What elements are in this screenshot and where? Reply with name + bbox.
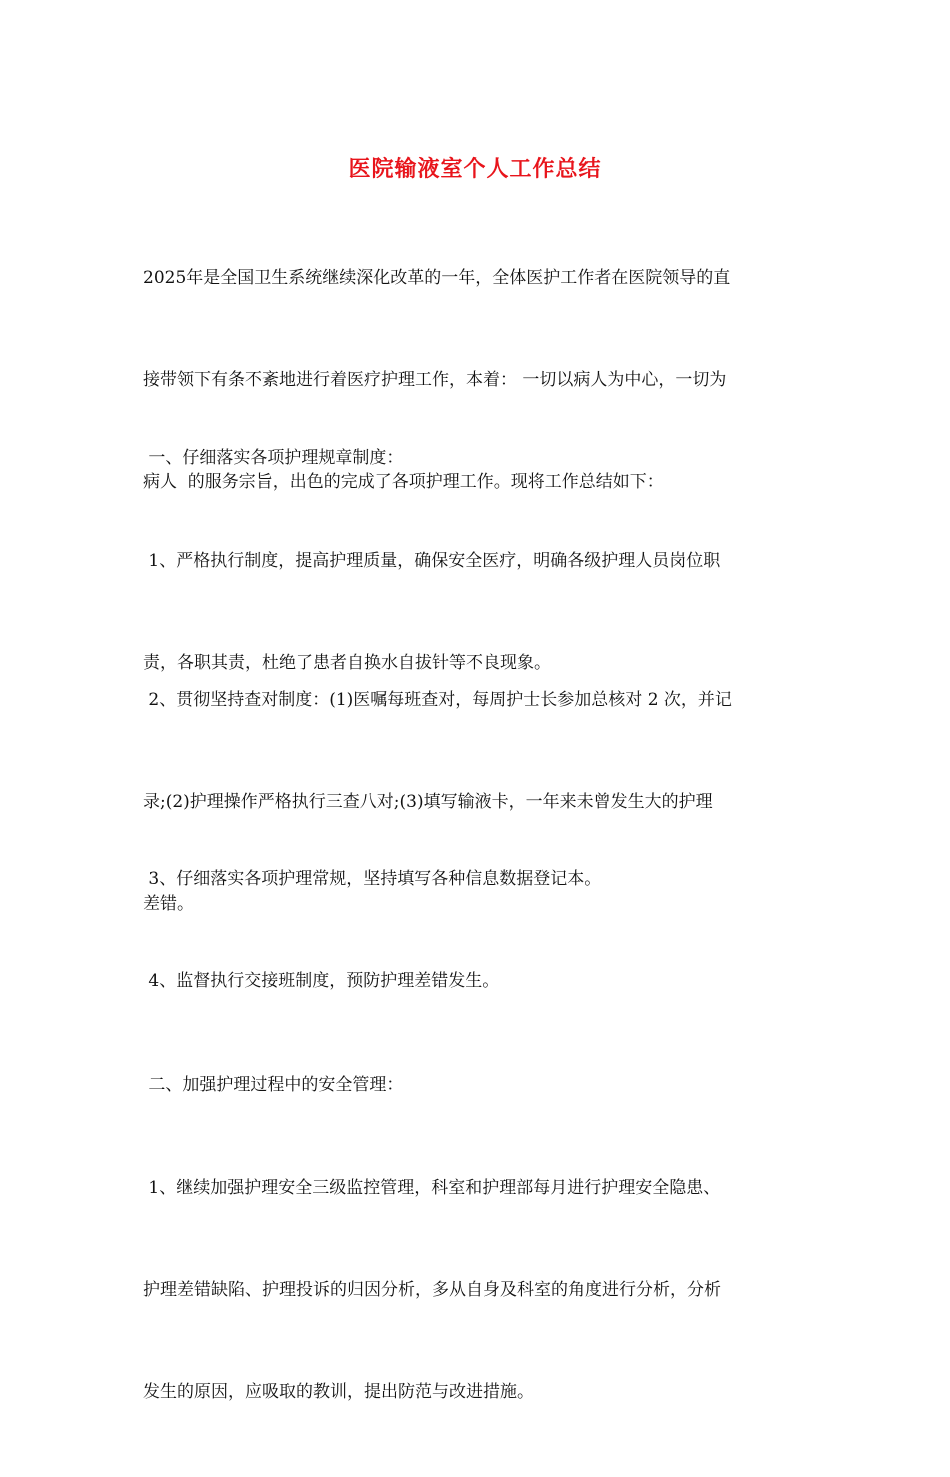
item-line: 4、监督执行交接班制度，预防护理差错发生。	[143, 971, 500, 991]
item-line: 3、仔细落实各项护理常规，坚持填写各种信息数据登记本。	[143, 869, 602, 889]
intro-line: 接带领下有条不紊地进行着医疗护理工作，本着： 一切以病人为中心，一切为	[143, 370, 727, 390]
item-line: 2、贯彻坚持查对制度：(1)医嘱每班查对，每周护士长参加总核对 2 次，并记	[143, 690, 732, 710]
section-2-item-1	[143, 1103, 811, 1477]
document-title: 医院输液室个人工作总结	[348, 156, 602, 182]
section-1-heading-text: 一、仔细落实各项护理规章制度：	[143, 448, 404, 468]
item-line: 护理差错缺陷、护理投诉的归因分析，多从自身及科室的角度进行分析，分析	[143, 1280, 721, 1300]
intro-line: 病人 的服务宗旨，出色的完成了各项护理工作。现将工作总结如下：	[143, 472, 664, 492]
section-2-heading-text: 二、加强护理过程中的安全管理：	[143, 1075, 404, 1095]
intro-line: 2025年是全国卫生系统继续深化改革的一年，全体医护工作者在医院领导的直	[143, 268, 731, 288]
item-line: 责，各职其责，杜绝了患者自换水自拔针等不良现象。	[143, 653, 551, 673]
item-line: 1、严格执行制度，提高护理质量，确保安全医疗，明确各级护理人员岗位职	[143, 551, 721, 571]
item-line: 发生的原因，应吸取的教训，提出防范与改进措施。	[143, 1382, 534, 1402]
item-line: 录;(2)护理操作严格执行三查八对;(3)填写输液卡，一年来未曾发生大的护理	[143, 792, 713, 812]
item-line: 1、继续加强护理安全三级监控管理，科室和护理部每月进行护理安全隐患、	[143, 1178, 721, 1198]
item-line: 差错。	[143, 894, 194, 914]
